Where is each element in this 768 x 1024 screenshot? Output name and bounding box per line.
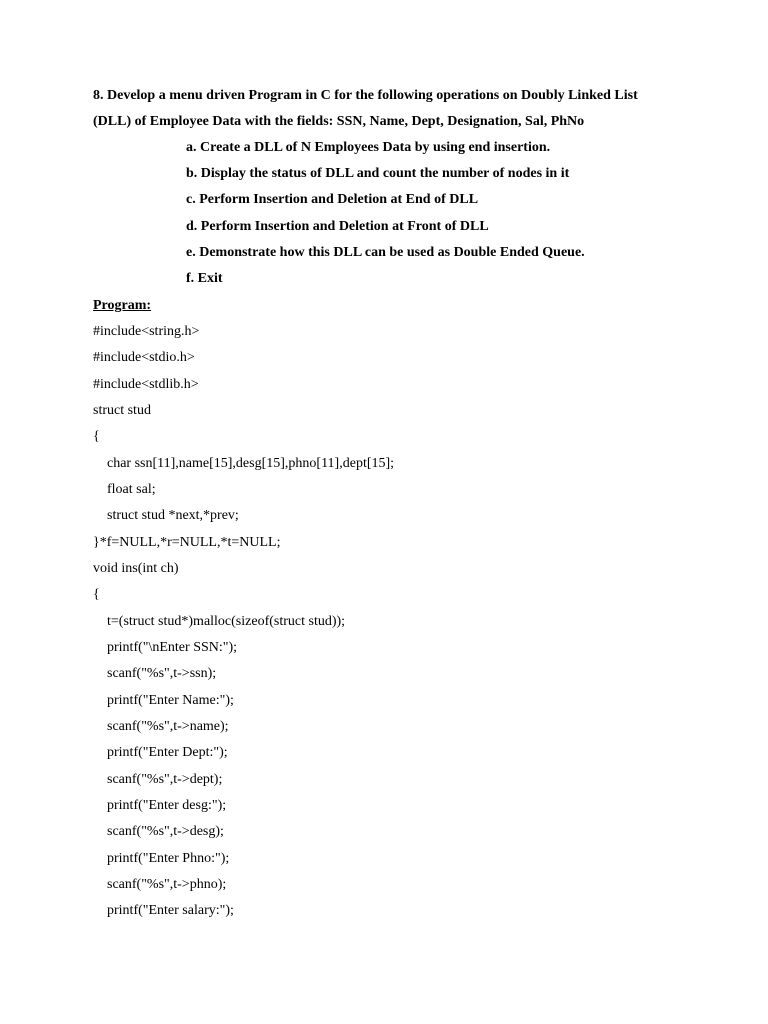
code-line: #include<stdlib.h>	[93, 377, 199, 392]
code-line: scanf("%s",t->dept);	[93, 772, 223, 787]
code-line: scanf("%s",t->phno);	[93, 877, 227, 892]
question-line-1: 8. Develop a menu driven Program in C for the following operations on Doubly Linked List	[93, 88, 638, 103]
code-line: float sal;	[93, 482, 156, 497]
code-line: scanf("%s",t->name);	[93, 719, 229, 734]
code-line: {	[93, 429, 100, 444]
code-line: #include<string.h>	[93, 324, 200, 339]
question-item-a: a. Create a DLL of N Employees Data by using end insertion.	[186, 140, 551, 155]
code-line: printf("\nEnter SSN:");	[93, 640, 238, 655]
code-line: printf("Enter salary:");	[93, 903, 234, 918]
code-line: printf("Enter desg:");	[93, 798, 227, 813]
question-item-b: b. Display the status of DLL and count the number of nodes in it	[186, 166, 570, 181]
code-line: printf("Enter Name:");	[93, 693, 234, 708]
code-line: scanf("%s",t->desg);	[93, 824, 224, 839]
question-item-f: f. Exit	[186, 271, 223, 286]
question-item-e: e. Demonstrate how this DLL can be used as Double Ended Queue.	[186, 245, 585, 260]
question-item-c: c. Perform Insertion and Deletion at End of DLL	[186, 192, 479, 207]
code-line: printf("Enter Phno:");	[93, 851, 230, 866]
code-line: printf("Enter Dept:");	[93, 745, 228, 760]
question-line-2: (DLL) of Employee Data with the fields: SSN, Name, Dept, Designation, Sal, PhNo	[93, 114, 585, 129]
code-line: #include<stdio.h>	[93, 350, 195, 365]
code-line: t=(struct stud*)malloc(sizeof(struct stud));	[93, 614, 346, 629]
code-line: struct stud	[93, 403, 151, 418]
code-line: struct stud *next,*prev;	[93, 508, 239, 523]
code-line: {	[93, 587, 100, 602]
code-line: void ins(int ch)	[93, 561, 179, 576]
code-line: char ssn[11],name[15],desg[15],phno[11],dept[15];	[93, 456, 395, 471]
code-line: scanf("%s",t->ssn);	[93, 666, 217, 681]
question-item-d: d. Perform Insertion and Deletion at Front of DLL	[186, 219, 489, 234]
program-heading: Program:	[93, 298, 152, 313]
code-line: }*f=NULL,*r=NULL,*t=NULL;	[93, 535, 281, 550]
